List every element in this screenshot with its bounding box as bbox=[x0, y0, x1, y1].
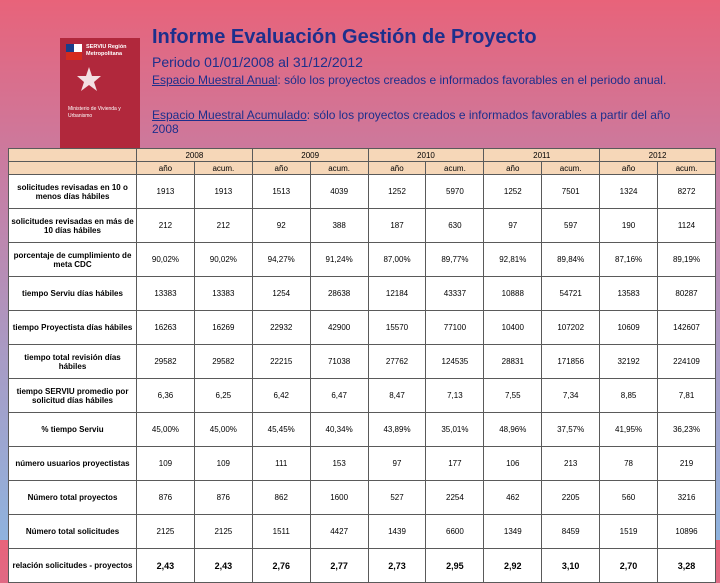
table-cell: 1324 bbox=[600, 175, 658, 209]
table-cell: 12184 bbox=[368, 277, 426, 311]
table-cell: 388 bbox=[310, 209, 368, 243]
table-cell: 91,24% bbox=[310, 243, 368, 277]
row-label: porcentaje de cumplimiento de meta CDC bbox=[9, 243, 137, 277]
table-cell: 6600 bbox=[426, 515, 484, 549]
table-cell: 876 bbox=[137, 481, 195, 515]
table-cell: 4039 bbox=[310, 175, 368, 209]
table-cell: 6,25 bbox=[194, 379, 252, 413]
table-cell: 15570 bbox=[368, 311, 426, 345]
table-cell: 1511 bbox=[252, 515, 310, 549]
subheader-acum: acum. bbox=[310, 162, 368, 175]
row-label: Número total proyectos bbox=[9, 481, 137, 515]
anual-text: : sólo los proyectos creados e informados favorables en el periodo anual. bbox=[277, 73, 667, 87]
table-cell: 8459 bbox=[542, 515, 600, 549]
table-cell: 8272 bbox=[658, 175, 716, 209]
row-label: número usuarios proyectistas bbox=[9, 447, 137, 481]
table-cell: 97 bbox=[368, 447, 426, 481]
table-cell: 28831 bbox=[484, 345, 542, 379]
evaluation-table bbox=[8, 148, 716, 583]
table-cell: 45,00% bbox=[137, 413, 195, 447]
table-cell: 8,47 bbox=[368, 379, 426, 413]
table-cell: 560 bbox=[600, 481, 658, 515]
table-cell: 29582 bbox=[194, 345, 252, 379]
table-cell: 97 bbox=[484, 209, 542, 243]
table-cell: 10896 bbox=[658, 515, 716, 549]
table-cell: 7,81 bbox=[658, 379, 716, 413]
table-cell: 45,45% bbox=[252, 413, 310, 447]
table-cell: 212 bbox=[137, 209, 195, 243]
table-cell: 2,70 bbox=[600, 549, 658, 583]
row-label: relación solicitudes - proyectos bbox=[9, 549, 137, 583]
table-cell: 1519 bbox=[600, 515, 658, 549]
corner-cell bbox=[9, 162, 137, 175]
table-row bbox=[9, 277, 716, 311]
table-cell: 171856 bbox=[542, 345, 600, 379]
table-cell: 80287 bbox=[658, 277, 716, 311]
table-row bbox=[9, 447, 716, 481]
subheader-year: año bbox=[368, 162, 426, 175]
table-cell: 177 bbox=[426, 447, 484, 481]
table-cell: 2,73 bbox=[368, 549, 426, 583]
subheader-year: año bbox=[484, 162, 542, 175]
table-cell: 630 bbox=[426, 209, 484, 243]
table-cell: 29582 bbox=[137, 345, 195, 379]
table-cell: 92,81% bbox=[484, 243, 542, 277]
row-label: tiempo Proyectista días hábiles bbox=[9, 311, 137, 345]
subheader-year: año bbox=[137, 162, 195, 175]
table-cell: 107202 bbox=[542, 311, 600, 345]
table-cell: 1513 bbox=[252, 175, 310, 209]
table-cell: 3,10 bbox=[542, 549, 600, 583]
table-row bbox=[9, 413, 716, 447]
logo-ministry-text: Ministerio de Vivienda y Urbanismo bbox=[68, 106, 121, 119]
acum-term: Espacio Muestral Acumulado bbox=[152, 108, 307, 122]
year-header: 2011 bbox=[484, 149, 600, 162]
table-cell: 87,16% bbox=[600, 243, 658, 277]
table-cell: 5970 bbox=[426, 175, 484, 209]
table-cell: 43,89% bbox=[368, 413, 426, 447]
table-cell: 3,28 bbox=[658, 549, 716, 583]
table-cell: 37,57% bbox=[542, 413, 600, 447]
table-cell: 8,85 bbox=[600, 379, 658, 413]
table-cell: 4427 bbox=[310, 515, 368, 549]
table-cell: 6,47 bbox=[310, 379, 368, 413]
table-cell: 35,01% bbox=[426, 413, 484, 447]
table-cell: 2205 bbox=[542, 481, 600, 515]
table-cell: 219 bbox=[658, 447, 716, 481]
table-row bbox=[9, 515, 716, 549]
table-cell: 89,84% bbox=[542, 243, 600, 277]
table-cell: 2125 bbox=[137, 515, 195, 549]
anual-description bbox=[152, 73, 692, 87]
table-cell: 111 bbox=[252, 447, 310, 481]
table-cell: 13583 bbox=[600, 277, 658, 311]
table-cell: 16269 bbox=[194, 311, 252, 345]
table-cell: 87,00% bbox=[368, 243, 426, 277]
table-cell: 13383 bbox=[194, 277, 252, 311]
table-cell: 32192 bbox=[600, 345, 658, 379]
table-row bbox=[9, 481, 716, 515]
row-label: solicitudes revisadas en 10 o menos días hábiles bbox=[9, 175, 137, 209]
table-cell: 28638 bbox=[310, 277, 368, 311]
table-cell: 16263 bbox=[137, 311, 195, 345]
table-cell: 90,02% bbox=[137, 243, 195, 277]
table-cell: 54721 bbox=[542, 277, 600, 311]
year-header: 2009 bbox=[252, 149, 368, 162]
year-header-row bbox=[9, 149, 716, 162]
table-cell: 213 bbox=[542, 447, 600, 481]
table-cell: 597 bbox=[542, 209, 600, 243]
table-cell: 862 bbox=[252, 481, 310, 515]
table-cell: 13383 bbox=[137, 277, 195, 311]
table-cell: 1600 bbox=[310, 481, 368, 515]
table-cell: 190 bbox=[600, 209, 658, 243]
table-cell: 153 bbox=[310, 447, 368, 481]
table-cell: 6,36 bbox=[137, 379, 195, 413]
row-label: tiempo Serviu días hábiles bbox=[9, 277, 137, 311]
table-cell: 42900 bbox=[310, 311, 368, 345]
table-row bbox=[9, 311, 716, 345]
table-cell: 187 bbox=[368, 209, 426, 243]
subheader-acum: acum. bbox=[658, 162, 716, 175]
subheader-year: año bbox=[600, 162, 658, 175]
subheader-acum: acum. bbox=[194, 162, 252, 175]
table-cell: 89,19% bbox=[658, 243, 716, 277]
table-cell: 2,76 bbox=[252, 549, 310, 583]
table-cell: 7,34 bbox=[542, 379, 600, 413]
table-cell: 1439 bbox=[368, 515, 426, 549]
page-title: Informe Evaluación Gestión de Proyecto bbox=[152, 26, 537, 48]
table-cell: 2125 bbox=[194, 515, 252, 549]
row-label: % tiempo Serviu bbox=[9, 413, 137, 447]
table-cell: 89,77% bbox=[426, 243, 484, 277]
table-row bbox=[9, 243, 716, 277]
table-cell: 7,13 bbox=[426, 379, 484, 413]
table-cell: 2,77 bbox=[310, 549, 368, 583]
corner-cell bbox=[9, 149, 137, 162]
serviu-logo bbox=[60, 38, 140, 150]
table-cell: 90,02% bbox=[194, 243, 252, 277]
table-cell: 2254 bbox=[426, 481, 484, 515]
subheader-acum: acum. bbox=[426, 162, 484, 175]
table-cell: 36,23% bbox=[658, 413, 716, 447]
table-row bbox=[9, 209, 716, 243]
chile-flag-icon bbox=[66, 44, 82, 60]
table-cell: 10609 bbox=[600, 311, 658, 345]
table-cell: 45,00% bbox=[194, 413, 252, 447]
table-cell: 1124 bbox=[658, 209, 716, 243]
table-cell: 40,34% bbox=[310, 413, 368, 447]
table-cell: 7,55 bbox=[484, 379, 542, 413]
year-header: 2008 bbox=[137, 149, 253, 162]
table-cell: 94,27% bbox=[252, 243, 310, 277]
table-row bbox=[9, 175, 716, 209]
table-cell: 6,42 bbox=[252, 379, 310, 413]
table-cell: 109 bbox=[194, 447, 252, 481]
table-cell: 124535 bbox=[426, 345, 484, 379]
table-cell: 22932 bbox=[252, 311, 310, 345]
subheader-row bbox=[9, 162, 716, 175]
table-cell: 10888 bbox=[484, 277, 542, 311]
acum-text: : sólo los proyectos creados e informados favorables a partir del año 2008 bbox=[152, 108, 671, 136]
table-cell: 876 bbox=[194, 481, 252, 515]
acum-description bbox=[152, 108, 692, 136]
table-cell: 92 bbox=[252, 209, 310, 243]
table-cell: 3216 bbox=[658, 481, 716, 515]
table-cell: 43337 bbox=[426, 277, 484, 311]
table-cell: 71038 bbox=[310, 345, 368, 379]
table-row bbox=[9, 345, 716, 379]
year-header: 2010 bbox=[368, 149, 484, 162]
row-label: tiempo SERVIU promedio por solicitud días hábiles bbox=[9, 379, 137, 413]
table-cell: 41,95% bbox=[600, 413, 658, 447]
table-cell: 2,92 bbox=[484, 549, 542, 583]
table-cell: 78 bbox=[600, 447, 658, 481]
table-cell: 462 bbox=[484, 481, 542, 515]
table-cell: 1252 bbox=[368, 175, 426, 209]
year-header: 2012 bbox=[600, 149, 716, 162]
table-row bbox=[9, 379, 716, 413]
crest-icon bbox=[74, 64, 104, 94]
subheader-acum: acum. bbox=[542, 162, 600, 175]
table-row bbox=[9, 549, 716, 583]
row-label: solicitudes revisadas en más de 10 días hábiles bbox=[9, 209, 137, 243]
table-cell: 7501 bbox=[542, 175, 600, 209]
table-cell: 10400 bbox=[484, 311, 542, 345]
table-cell: 2,43 bbox=[194, 549, 252, 583]
table-cell: 1252 bbox=[484, 175, 542, 209]
anual-term: Espacio Muestral Anual bbox=[152, 73, 278, 87]
table-cell: 22215 bbox=[252, 345, 310, 379]
table-cell: 2,95 bbox=[426, 549, 484, 583]
report-period: Periodo 01/01/2008 al 31/12/2012 bbox=[152, 54, 363, 70]
row-label: tiempo total revisión días hábiles bbox=[9, 345, 137, 379]
logo-brand-text: SERVIU Región Metropolitana bbox=[86, 44, 127, 57]
table-cell: 1349 bbox=[484, 515, 542, 549]
table-cell: 2,43 bbox=[137, 549, 195, 583]
table-cell: 1913 bbox=[194, 175, 252, 209]
table-cell: 27762 bbox=[368, 345, 426, 379]
table-cell: 212 bbox=[194, 209, 252, 243]
table-cell: 1254 bbox=[252, 277, 310, 311]
evaluation-table-container bbox=[8, 148, 716, 571]
row-label: Número total solicitudes bbox=[9, 515, 137, 549]
table-cell: 224109 bbox=[658, 345, 716, 379]
table-cell: 77100 bbox=[426, 311, 484, 345]
table-cell: 48,96% bbox=[484, 413, 542, 447]
table-cell: 1913 bbox=[137, 175, 195, 209]
table-cell: 106 bbox=[484, 447, 542, 481]
table-cell: 527 bbox=[368, 481, 426, 515]
table-cell: 142607 bbox=[658, 311, 716, 345]
table-cell: 109 bbox=[137, 447, 195, 481]
subheader-year: año bbox=[252, 162, 310, 175]
